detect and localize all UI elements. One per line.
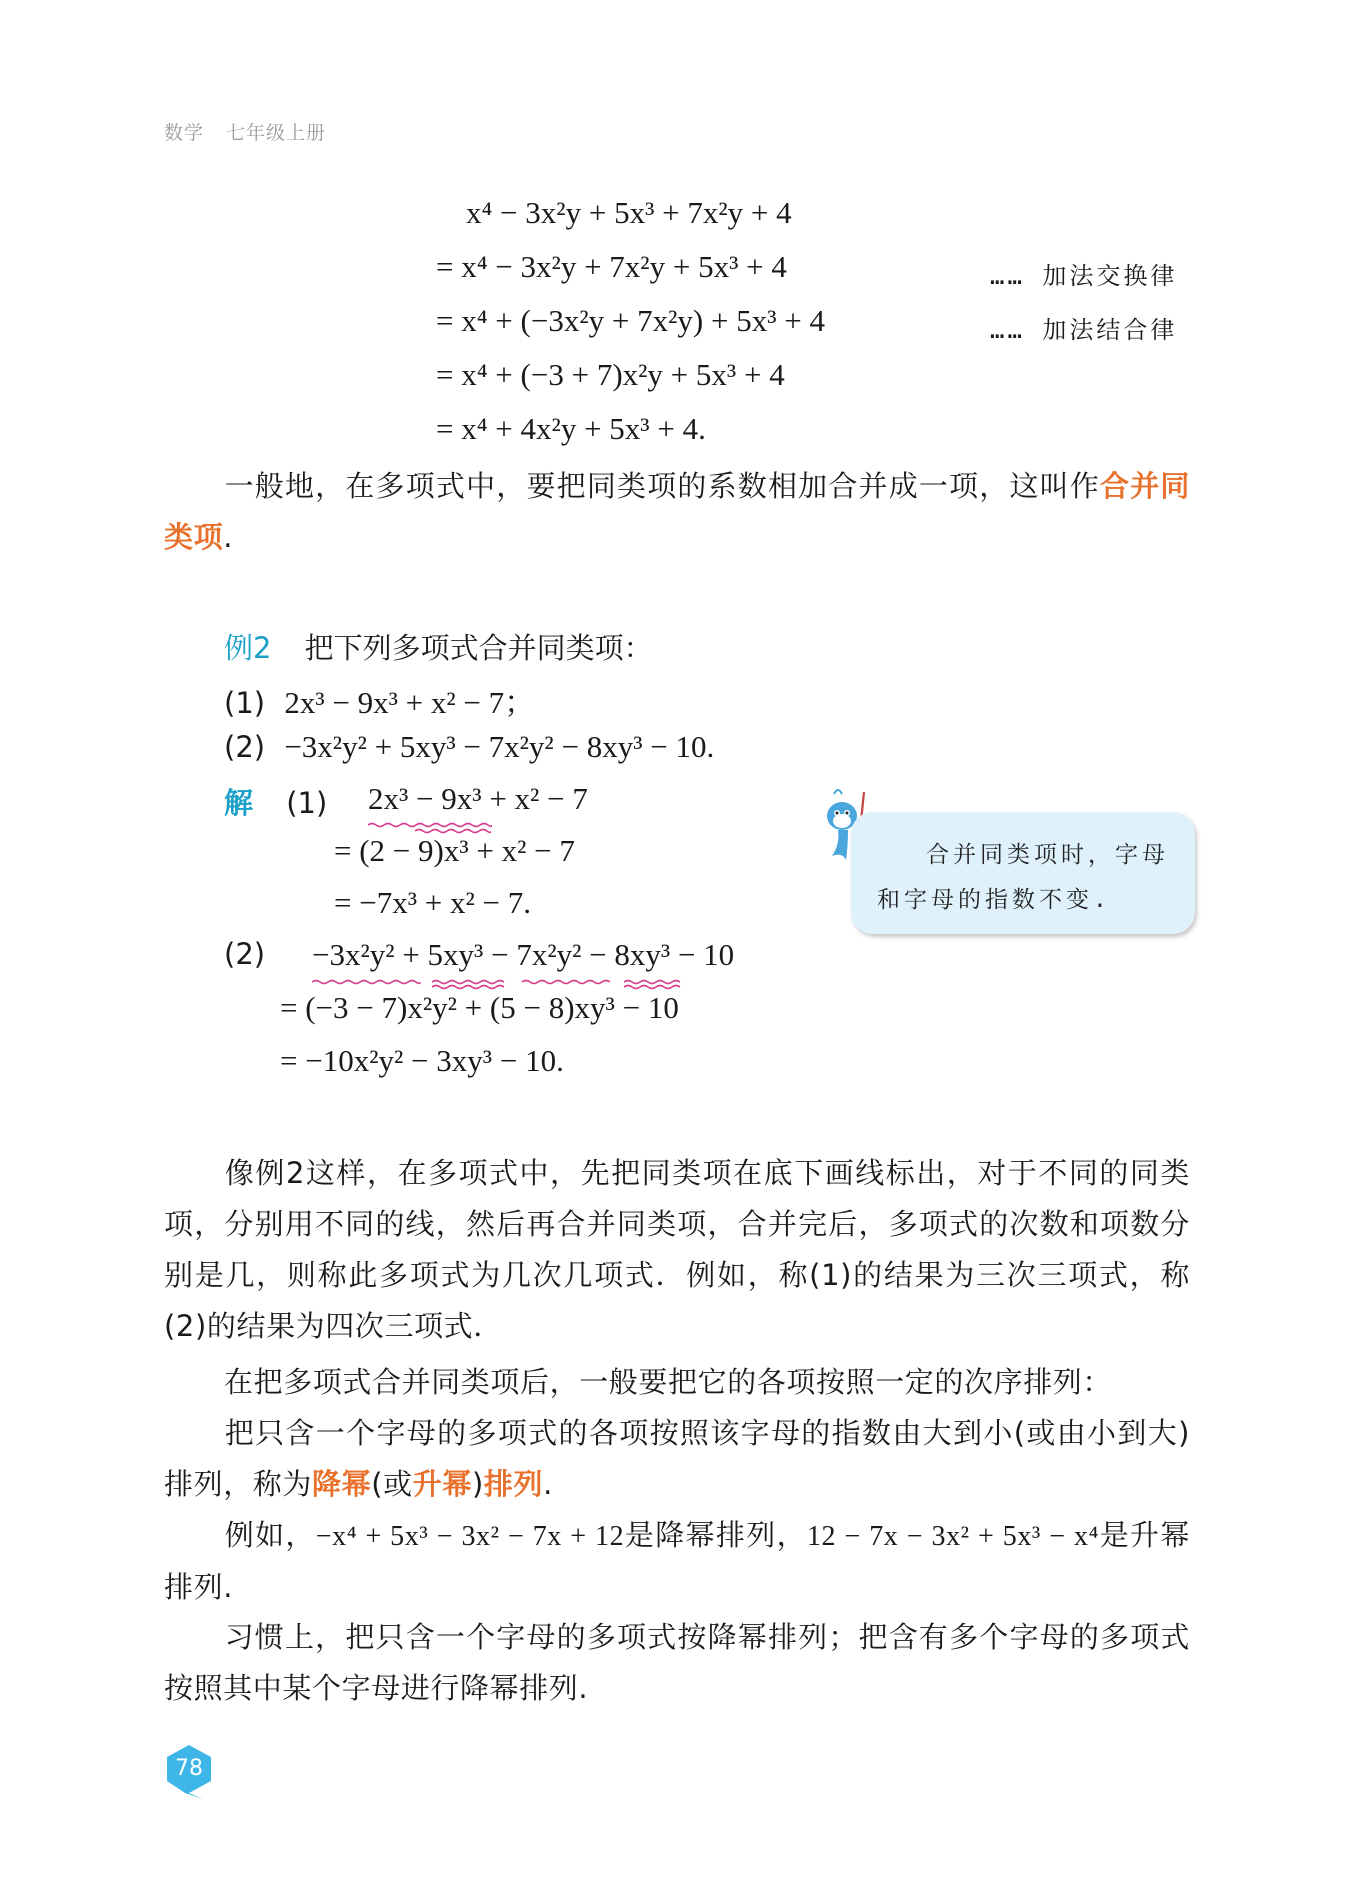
note-commutative: …… 加法交换律 [990,262,1178,290]
page-number: 78 [175,1756,203,1781]
term-descending: 降幂 [312,1467,372,1501]
solution-1-line-3: = −7x³ + x² − 7. [334,885,532,920]
solution-2-label: (2) [224,937,266,971]
derivation-line-1: x⁴ − 3x²y + 5x³ + 7x²y + 4 [466,195,792,230]
header-subject: 数学 [164,122,205,144]
solution-2-line-3: = −10x²y² − 3xy³ − 10. [280,1043,564,1078]
derivation-line-4: = x⁴ + (−3 + 7)x²y + 5x³ + 4 [436,357,785,392]
paragraph-underline-method: 像例2这样，在多项式中，先把同类项在底下画线标出，对于不同的同类项，分别用不同的线，然后再合并同类项，合并完后，多项式的次数和项数分别是几，则称此多项式为几次几项式．例如，称(1)的结果为三次三项式，称(2)的结果为四次三项式． [164,1156,1190,1343]
example-label: 例2 [224,631,272,665]
paragraph-power-order: 把只含一个字母的多项式的各项按照该字母的指数由大到小(或由小到大)排列，称为降幂(或升幂)排列. [164,1416,1190,1501]
derivation-line-3: = x⁴ + (−3x²y + 7x²y) + 5x³ + 4 [436,303,825,338]
running-header [164,118,326,145]
paragraph-convention: 习惯上，把只含一个字母的多项式按降幂排列；把含有多个字母的多项式按照其中某个字母进行降幂排列. [164,1620,1190,1705]
derivation-line-5: = x⁴ + 4x²y + 5x³ + 4. [436,411,706,446]
term-combine-like-terms: 合并同类项 [164,469,1190,554]
solution-2-line-2: = (−3 − 7)x²y² + (5 − 8)xy³ − 10 [280,990,679,1025]
paragraph-power-example: 例如，−x⁴ + 5x³ − 3x² − 7x + 12是降幂排列，12 − 7x − 3x² + 5x³ − x⁴是升幂排列. [164,1518,1190,1604]
term-arrangement: 排列 [483,1467,544,1501]
solution-label: 解 [224,786,254,820]
tip-bubble [851,812,1195,934]
example-2-heading [224,626,653,667]
note-associative: …… 加法结合律 [990,316,1178,344]
derivation-line-2: = x⁴ − 3x²y + 7x²y + 5x³ + 4 [436,249,787,284]
problem-2: (2) −3x²y² + 5xy³ − 7x²y² − 8xy³ − 10. [224,729,715,764]
solution-label-row: 解 (1) [224,786,328,820]
paragraph-ordering: 在把多项式合并同类项后，一般要把它的各项按照一定的次序排列： [224,1365,1113,1399]
tip-line-1: 合并同类项时，字母 [926,842,1169,868]
header-grade: 七年级上册 [226,122,327,144]
problem-1: (1) 2x³ − 9x³ + x² − 7； [224,685,536,720]
definition-paragraph: 一般地，在多项式中，要把同类项的系数相加合并成一项，这叫作合并同类项. [164,469,1190,554]
solution-2-line-1: −3x²y² + 5xy³ − 7x²y² − 8xy³ − 10 [312,937,735,972]
tip-line-2: 和字母的指数不变. [877,887,1111,913]
solution-1-line-2: = (2 − 9)x³ + x² − 7 [334,833,575,868]
example-title: 把下列多项式合并同类项： [304,631,653,665]
underline-marks-2 [312,978,702,990]
term-ascending: 升幂 [412,1467,472,1501]
solution-1-line-1: 2x³ − 9x³ + x² − 7 [368,781,588,816]
